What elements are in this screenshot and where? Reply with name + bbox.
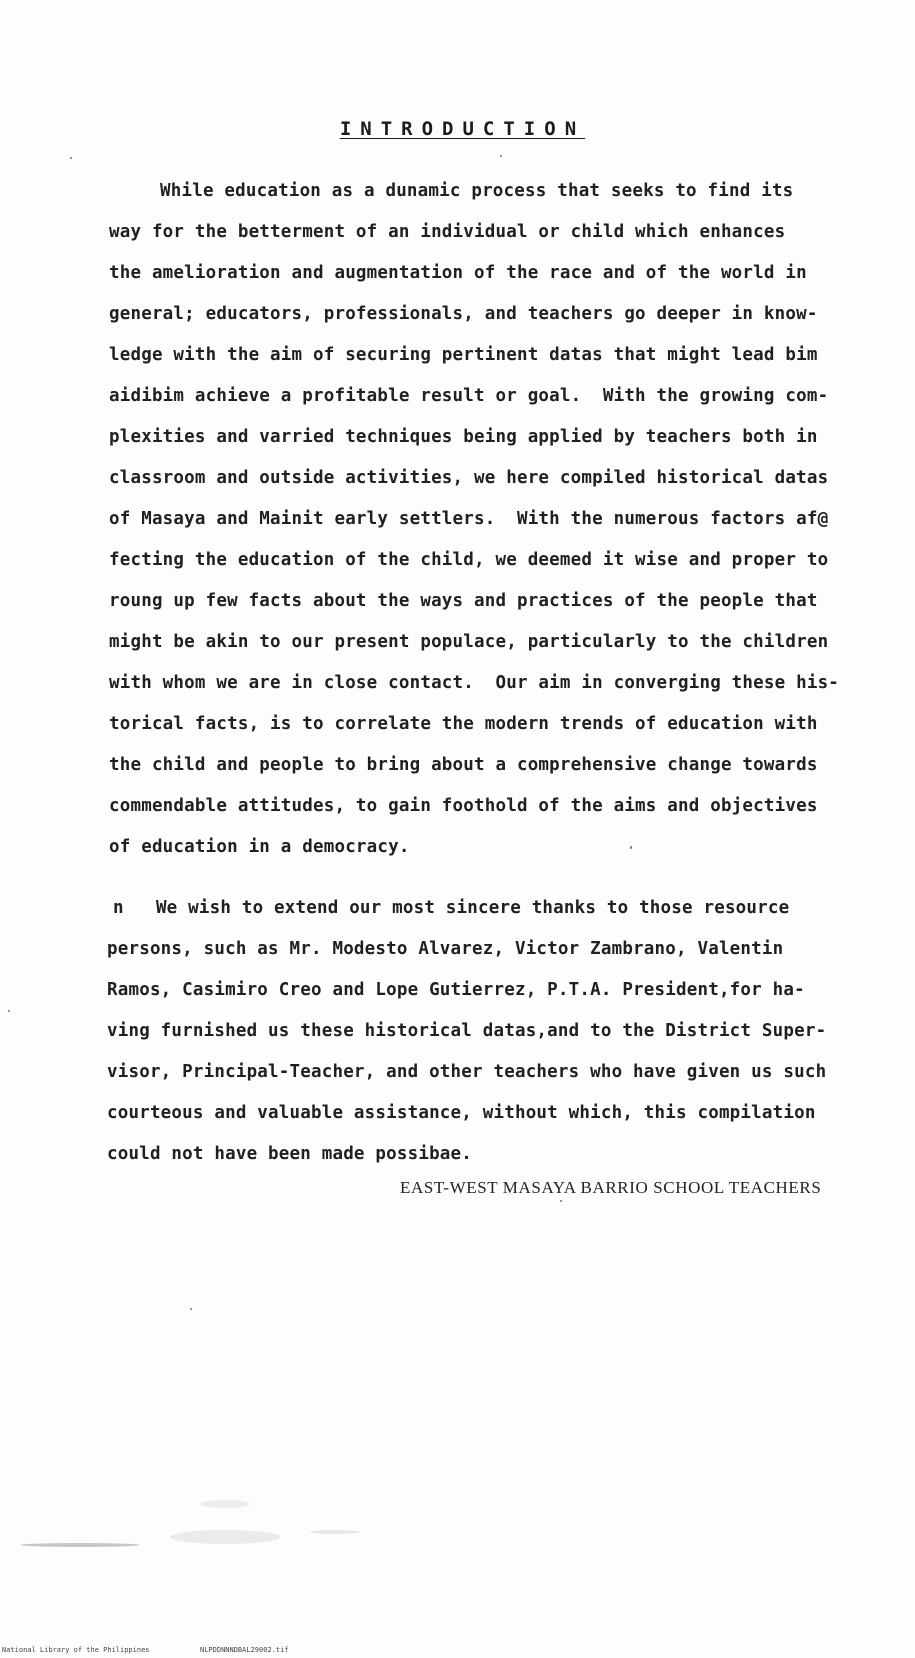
scan-speck [500,155,502,157]
paragraph-2-line: Ramos, Casimiro Creo and Lope Gutierrez, P.T.A. President,for ha- [107,980,805,1000]
footer-file-label: NLPDDNNNDBAL29002.tif [200,1646,289,1654]
scan-speck [560,1200,562,1202]
paragraph-1-line: commendable attitudes, to gain foothold of the aims and objectives [109,796,818,816]
signature-line: EAST-WEST MASAYA BARRIO SCHOOL TEACHERS [400,1178,822,1197]
paragraph-1-line: classroom and outside activities, we here compiled historical datas [109,468,829,488]
paragraph-1-line: might be akin to our present populace, particularly to the children [109,632,829,652]
scan-noise [20,1543,140,1547]
paragraph-1-line: roung up few facts about the ways and practices of the people that [109,591,818,611]
paragraph-1-line: fecting the education of the child, we deemed it wise and proper to [109,550,829,570]
paragraph-1-line: torical facts, is to correlate the modern trends of education with [109,714,818,734]
scan-speck [190,1308,192,1310]
paragraph-1-line: ledge with the aim of securing pertinent datas that might lead bim [109,345,818,365]
scan-noise [200,1500,250,1508]
paragraph-2-line: could not have been made possibae. [107,1144,473,1164]
paragraph-1-line: While education as a dunamic process that seeks to find its [160,181,794,201]
scan-noise [310,1530,360,1534]
scan-speck [70,157,72,159]
paragraph-2-line: n We wish to extend our most sincere thanks to those resource [113,898,790,918]
paragraph-1-line: way for the betterment of an individual or child which enhances [109,222,786,242]
scan-speck [630,846,632,849]
paragraph-1-line: the child and people to bring about a comprehensive change towards [109,755,818,775]
paragraph-2-line: courteous and valuable assistance, without which, this compilation [107,1103,816,1123]
paragraph-2-line: ving furnished us these historical datas,and to the District Super- [107,1021,827,1041]
paragraph-2-line: persons, such as Mr. Modesto Alvarez, Victor Zambrano, Valentin [107,939,784,959]
paragraph-1-line: general; educators, professionals, and teachers go deeper in know- [109,304,818,324]
paragraph-1-line: of Masaya and Mainit early settlers. With the numerous factors af@ [109,509,829,529]
scan-speck [8,1010,10,1012]
paragraph-1-line: of education in a democracy. [109,837,410,857]
paragraph-2-line: visor, Principal-Teacher, and other teachers who have given us such [107,1062,827,1082]
paragraph-1-line: aidibim achieve a profitable result or goal. With the growing com- [109,386,829,406]
footer-library-label: National Library of the Philippines [2,1646,150,1654]
paragraph-1-line: with whom we are in close contact. Our aim in converging these his- [109,673,840,693]
scan-noise [170,1530,280,1544]
page-title: INTRODUCTION [339,118,586,140]
paragraph-1-line: the amelioration and augmentation of the race and of the world in [109,263,807,283]
paragraph-1-line: plexities and varried techniques being applied by teachers both in [109,427,818,447]
